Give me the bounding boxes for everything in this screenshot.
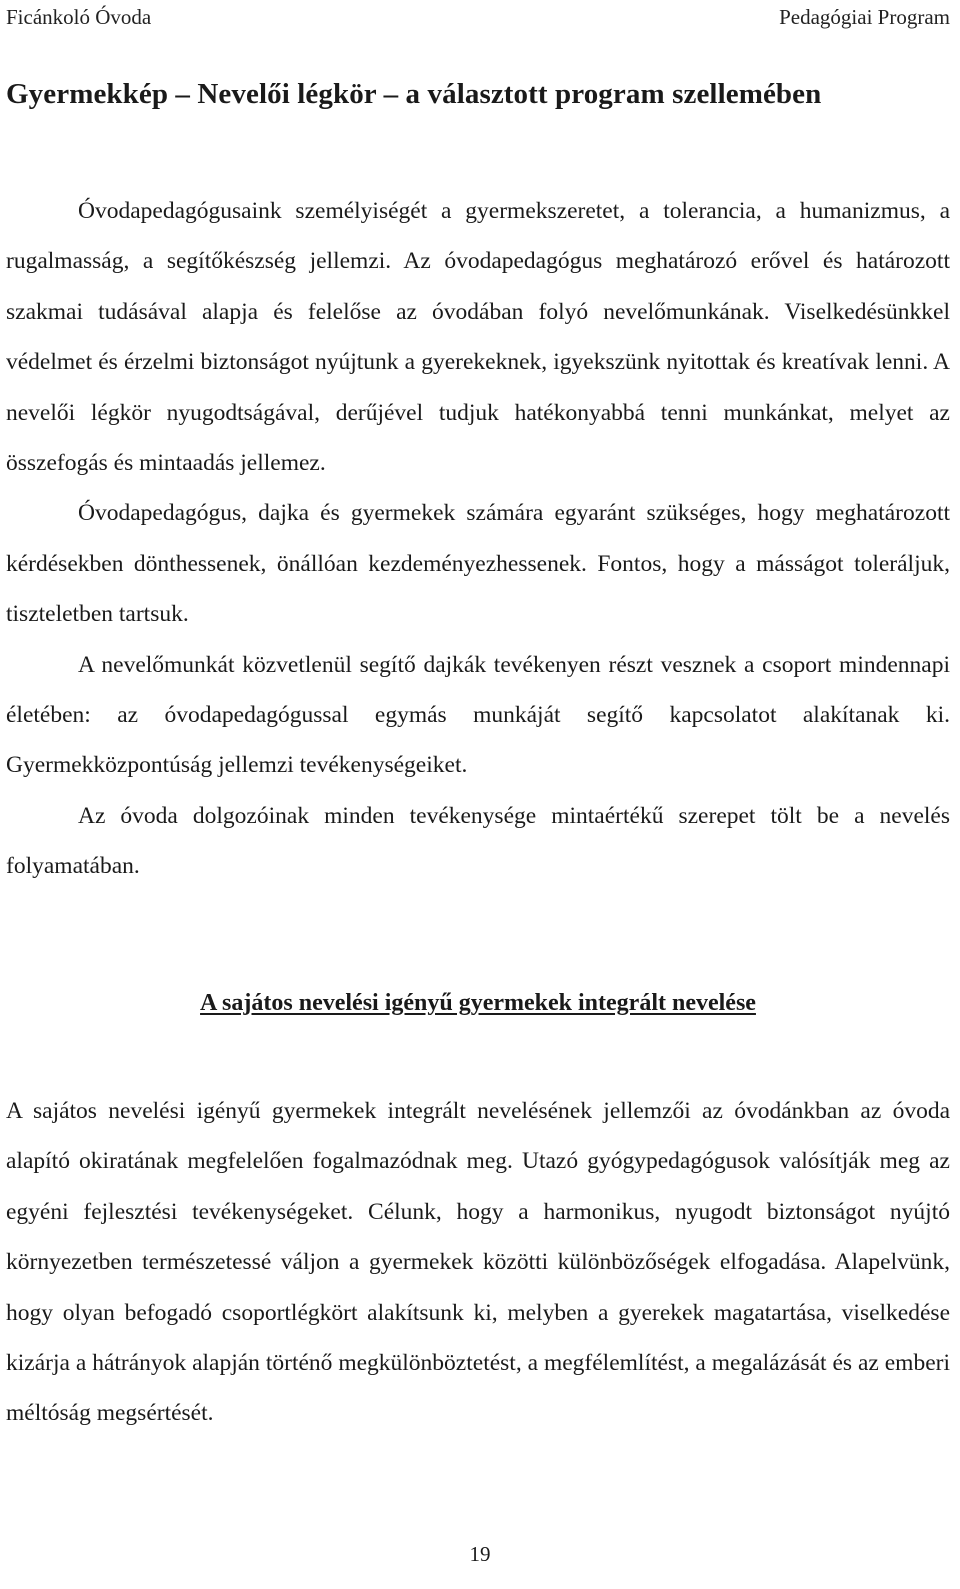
paragraph: Óvodapedagógusaink személyiségét a gyermekszeretet, a tolerancia, a humanizmus, a rugalmasság, a segítőkészség jellemzi. Az óvodapedagógus meghatározó erővel és határozott szakmai tudásával alapja és felelőse az óvodában folyó nevelőmunkának. Viselkedésünkkel védelmet és érzelmi biztonságot nyújtunk a gyerekeknek, igyekszünk nyitottak és kreatívak lenni. A nevelői légkör nyugodtságával, derűjével tudjuk hatékonyabbá tenni munkánkat, melyet az összefogás és mintaadás jellemez.	[6, 198, 950, 477]
section-heading: A sajátos nevelési igényű gyermekek integrált nevelése	[200, 990, 756, 1016]
paragraph: A nevelőmunkát közvetlenül segítő dajkák tevékenyen részt vesznek a csoport mindennapi életében: az óvodapedagógussal egymás munkáját segítő kapcsolatot alakítanak ki. Gyermekközpontúság jellemzi tevékenységeiket.	[6, 651, 950, 779]
page-title: Gyermekkép – Nevelői légkör – a választott program szellemében	[6, 78, 822, 110]
section-educational-atmosphere	[6, 186, 950, 892]
paragraph: A sajátos nevelési igényű gyermekek integrált nevelésének jellemzői az óvodánkban az óvoda alapító okiratának megfelelően fogalmazódnak meg. Utazó gyógypedagógusok valósítják meg az egyéni fejlesztési tevékenységeket. Célunk, hogy a harmonikus, nyugodt biztonságot nyújtó környezetben természetessé váljon a gyermekek közötti különbözőségek elfogadása. Alapelvünk, hogy olyan befogadó csoportlégkört alakítsunk ki, melyben a gyerekek magatartása, viselkedése kizárja a hátrányok alapján történő megkülönböztetést, a megfélemlítést, a megalázását és az emberi méltóság megsértését.	[6, 1098, 950, 1427]
page-number: 19	[469, 1542, 491, 1566]
section-integrated-education	[6, 1086, 950, 1439]
header-document-name: Pedagógiai Program	[779, 5, 950, 29]
paragraph: Az óvoda dolgozóinak minden tevékenysége mintaértékű szerepet tölt be a nevelés folyamatában.	[6, 802, 950, 880]
page-header	[6, 5, 950, 31]
paragraph: Óvodapedagógus, dajka és gyermekek számára egyaránt szükséges, hogy meghatározott kérdésekben dönthessenek, önállóan kezdeményezhessenek. Fontos, hogy a másságot toleráljuk, tiszteletben tartsuk.	[6, 500, 950, 628]
header-institution-name: Ficánkoló Óvoda	[6, 5, 152, 29]
